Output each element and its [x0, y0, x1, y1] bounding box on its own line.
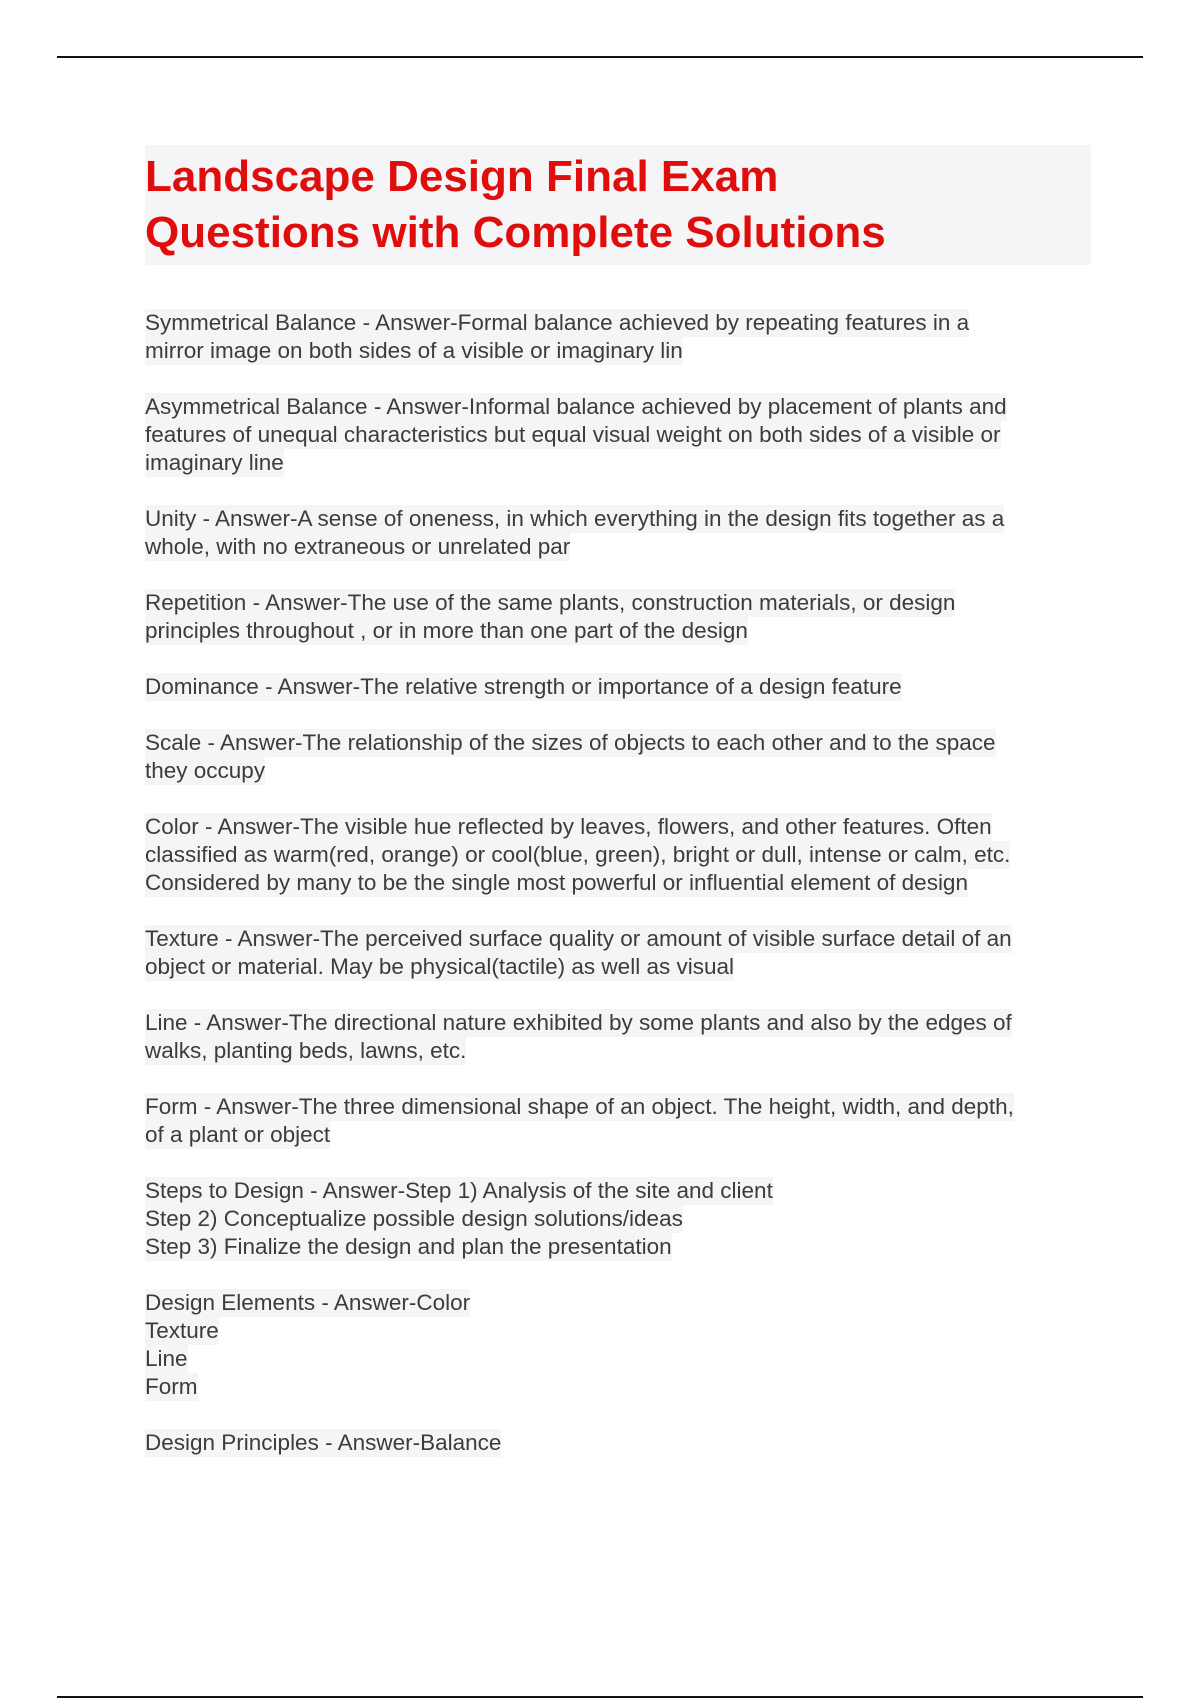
qa-entry-line: Considered by many to be the single most powerful or influential element of design	[145, 870, 968, 895]
qa-entry-line: Step 2) Conceptualize possible design solutions/ideas	[145, 1206, 683, 1231]
qa-entry	[145, 1429, 1090, 1457]
qa-entry	[145, 505, 1090, 561]
qa-entry-line: whole, with no extraneous or unrelated par	[145, 534, 571, 559]
title-line-1: Landscape Design Final Exam	[145, 152, 779, 201]
qa-entry-line: Scale - Answer-The relationship of the sizes of objects to each other and to the space	[145, 730, 996, 755]
bottom-rule	[57, 1696, 1143, 1698]
qa-entry	[145, 813, 1090, 897]
qa-entry-line: Texture	[145, 1318, 219, 1343]
qa-entry	[145, 1177, 1090, 1261]
qa-entry	[145, 925, 1090, 981]
qa-entry	[145, 1009, 1090, 1065]
qa-entry-line: Design Elements - Answer-Color	[145, 1290, 471, 1315]
qa-list	[145, 309, 1090, 1457]
qa-entry	[145, 1289, 1090, 1401]
qa-entry-line: imaginary line	[145, 450, 284, 475]
qa-entry-line: walks, planting beds, lawns, etc.	[145, 1038, 467, 1063]
qa-entry-line: Design Principles - Answer-Balance	[145, 1430, 502, 1455]
qa-entry	[145, 309, 1090, 365]
qa-entry-line: Repetition - Answer-The use of the same plants, construction materials, or design	[145, 590, 956, 615]
qa-entry	[145, 589, 1090, 645]
qa-entry-line: they occupy	[145, 758, 266, 783]
qa-entry-line: Texture - Answer-The perceived surface quality or amount of visible surface detail of an	[145, 926, 1012, 951]
qa-entry-line: object or material. May be physical(tactile) as well as visual	[145, 954, 734, 979]
qa-entry-line: mirror image on both sides of a visible or imaginary lin	[145, 338, 683, 363]
qa-entry	[145, 729, 1090, 785]
qa-entry-line: Unity - Answer-A sense of oneness, in which everything in the design fits together as a	[145, 506, 1005, 531]
qa-entry-line: Step 3) Finalize the design and plan the presentation	[145, 1234, 672, 1259]
title-line-2: Questions with Complete Solutions	[145, 208, 886, 257]
qa-entry-line: Form - Answer-The three dimensional shape of an object. The height, width, and depth,	[145, 1094, 1014, 1119]
qa-entry-line: Steps to Design - Answer-Step 1) Analysis of the site and client	[145, 1178, 773, 1203]
qa-entry-line: features of unequal characteristics but equal visual weight on both sides of a visible or	[145, 422, 1001, 447]
qa-entry-line: classified as warm(red, orange) or cool(blue, green), bright or dull, intense or calm, etc.	[145, 842, 1011, 867]
qa-entry-line: Color - Answer-The visible hue reflected by leaves, flowers, and other features. Often	[145, 814, 992, 839]
document-title	[145, 145, 1091, 265]
qa-entry	[145, 393, 1090, 477]
qa-entry-line: Asymmetrical Balance - Answer-Informal balance achieved by placement of plants and	[145, 394, 1007, 419]
qa-entry	[145, 1093, 1090, 1149]
top-rule	[57, 56, 1143, 58]
qa-entry	[145, 673, 1090, 701]
qa-entry-line: Symmetrical Balance - Answer-Formal balance achieved by repeating features in a	[145, 310, 970, 335]
qa-entry-line: principles throughout , or in more than one part of the design	[145, 618, 748, 643]
qa-entry-line: Line - Answer-The directional nature exhibited by some plants and also by the edges of	[145, 1010, 1012, 1035]
page-content	[145, 145, 1090, 1485]
qa-entry-line: of a plant or object	[145, 1122, 331, 1147]
qa-entry-line: Line	[145, 1346, 188, 1371]
qa-entry-line: Dominance - Answer-The relative strength or importance of a design feature	[145, 674, 902, 699]
qa-entry-line: Form	[145, 1374, 198, 1399]
